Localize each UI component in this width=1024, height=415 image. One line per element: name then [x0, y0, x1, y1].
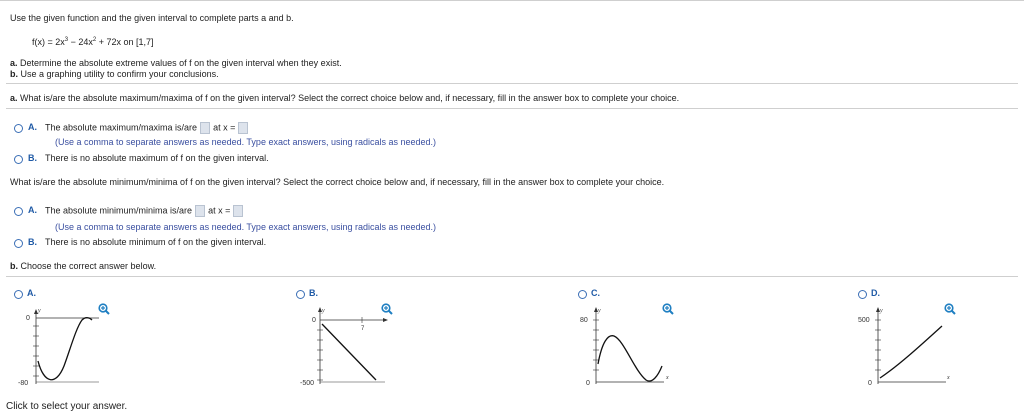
question-b-divider: [6, 276, 1018, 277]
graph-b-y-top-label: 0: [312, 317, 316, 324]
max-choice-a-letter[interactable]: A.: [28, 122, 37, 132]
graph-c-x-axis-label: x: [666, 375, 669, 381]
graph-option-d-radio[interactable]: [858, 290, 867, 299]
graph-d-y-top-label: 500: [858, 317, 870, 324]
function-exponent-2: 2: [92, 37, 97, 43]
graph-option-b[interactable]: [290, 306, 390, 388]
max-question-prompt: [10, 93, 679, 103]
graph-option-a-letter[interactable]: A.: [27, 288, 36, 298]
footer-instruction: Click to select your answer.: [6, 401, 128, 412]
part-b-description: [10, 69, 219, 79]
min-choice-b-radio[interactable]: [14, 239, 23, 248]
graph-option-c[interactable]: [572, 306, 672, 388]
graph-c-y-bottom-label: 0: [586, 380, 590, 387]
part-b-text: Use a graphing utility to confirm your conclusions.: [18, 69, 219, 79]
max-choice-a-hint: (Use a comma to separate answers as needed. Type exact answers, using radicals as needed.): [55, 137, 437, 147]
graph-b-y-bottom-label: -500: [300, 380, 315, 387]
graph-option-b-radio[interactable]: [296, 290, 305, 299]
min-choice-a-letter[interactable]: A.: [28, 205, 37, 215]
graph-a-y-axis-label: y: [38, 308, 41, 314]
function-definition: [32, 37, 154, 47]
graph-d-x-axis-label: x: [947, 375, 950, 381]
part-b-prompt-label: b.: [10, 261, 18, 271]
max-choice-b-letter[interactable]: B.: [28, 153, 37, 163]
min-choice-a-text-start: The absolute minimum/minima is/are: [45, 205, 193, 216]
graph-a-y-top-label: 0: [26, 315, 30, 322]
max-choice-a-text: [45, 122, 251, 134]
max-value-answer-box[interactable]: [200, 122, 210, 134]
min-value-answer-box[interactable]: [195, 205, 205, 217]
min-choice-a-text: [45, 205, 246, 217]
part-b-prompt-text: Choose the correct answer below.: [18, 261, 157, 271]
max-choice-a-text-start: The absolute maximum/maxima is/are: [45, 122, 198, 133]
min-question-prompt: What is/are the absolute minimum/minima of f on the given interval? Select the correct choice below and, if necessary, fill in the answer box to complete your choice.: [10, 177, 665, 187]
min-choice-b-text: There is no absolute minimum of f on the given interval.: [45, 237, 267, 247]
graph-option-c-radio[interactable]: [578, 290, 587, 299]
min-choice-a-radio[interactable]: [14, 207, 23, 216]
function-exponent-1: 3: [64, 37, 69, 43]
max-x-answer-box[interactable]: [238, 122, 248, 134]
part-b-label: b.: [10, 69, 18, 79]
max-question-label: a.: [10, 93, 18, 103]
graph-b-y-axis-label: y: [322, 308, 325, 314]
max-choice-a-radio[interactable]: [14, 124, 23, 133]
max-choice-a-text-mid: at x =: [213, 122, 236, 133]
graph-c-y-axis-label: y: [598, 308, 601, 314]
question-a-divider: [6, 108, 1018, 109]
min-choice-a-hint: (Use a comma to separate answers as needed. Type exact answers, using radicals as needed.): [55, 222, 437, 232]
part-b-prompt: [10, 261, 156, 271]
instructions-text: Use the given function and the given interval to complete parts a and b.: [10, 13, 294, 23]
function-suffix: + 72x on [1,7]: [96, 37, 154, 47]
graph-option-d[interactable]: [850, 306, 954, 388]
header-divider: [6, 83, 1018, 84]
graph-d-y-bottom-label: 0: [868, 380, 872, 387]
min-choice-a-text-mid: at x =: [208, 205, 231, 216]
part-a-text: Determine the absolute extreme values of f on the given interval when they exist.: [17, 58, 342, 68]
graph-b-x-tick-label: 7: [361, 326, 365, 332]
graph-option-d-letter[interactable]: D.: [871, 288, 880, 298]
graph-option-b-letter[interactable]: B.: [309, 288, 318, 298]
part-a-label: a.: [10, 58, 18, 68]
graph-option-a-radio[interactable]: [14, 290, 23, 299]
part-a-description: [10, 58, 342, 68]
top-border: [0, 0, 1024, 1]
graph-option-a[interactable]: [4, 306, 104, 388]
graph-a-y-bottom-label: -80: [18, 380, 29, 387]
graph-c-y-top-label: 80: [580, 317, 588, 324]
function-prefix: f(x) = 2x: [32, 37, 65, 47]
min-x-answer-box[interactable]: [233, 205, 243, 217]
max-choice-b-text: There is no absolute maximum of f on the given interval.: [45, 153, 269, 163]
min-choice-b-letter[interactable]: B.: [28, 237, 37, 247]
graph-option-c-letter[interactable]: C.: [591, 288, 600, 298]
graph-d-y-axis-label: y: [880, 308, 883, 314]
max-choice-b-radio[interactable]: [14, 155, 23, 164]
function-middle: − 24x: [68, 37, 93, 47]
max-question-text: What is/are the absolute maximum/maxima of f on the given interval? Select the correct choice below and, if necessary, fill in the answer box to complete your choice.: [17, 93, 680, 103]
